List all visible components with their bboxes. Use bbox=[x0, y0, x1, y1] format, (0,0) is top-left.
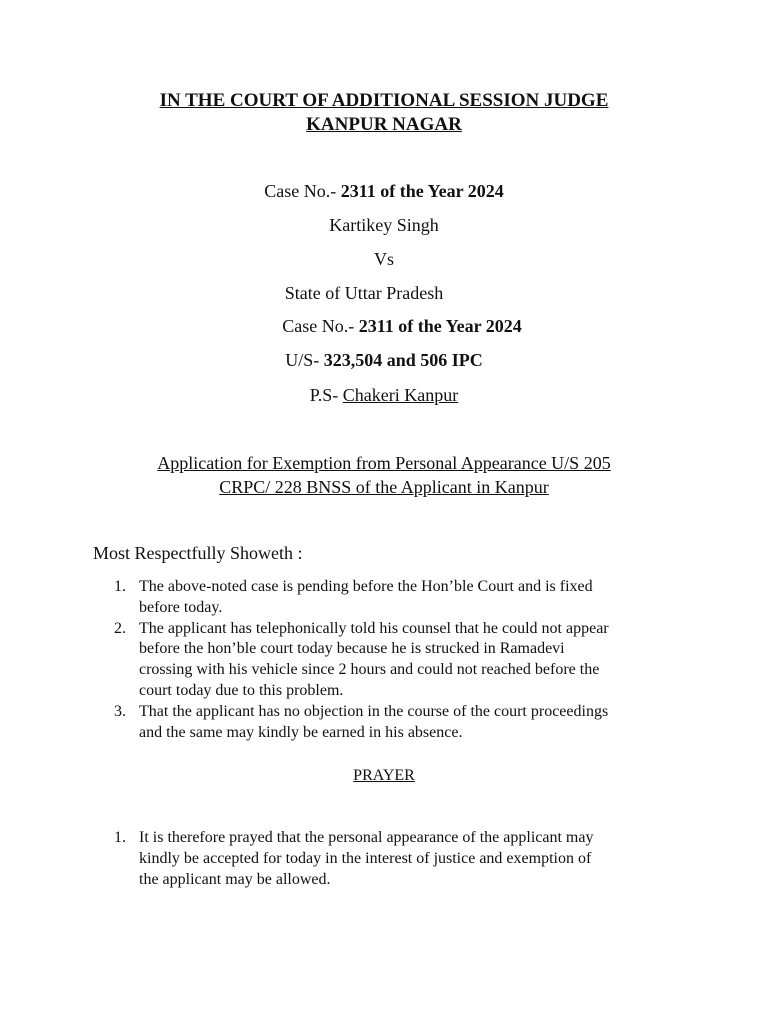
list-item-number: 3. bbox=[114, 702, 126, 720]
list-item-line: before today. bbox=[139, 598, 223, 616]
section-value: 323,504 and 506 IPC bbox=[323, 350, 483, 370]
case-number-prefix-2: Case No.- bbox=[282, 316, 359, 336]
list-item-line: The applicant has telephonically told his counsel that he could not appear bbox=[139, 619, 609, 637]
list-item-number: 2. bbox=[114, 619, 126, 637]
list-item-number: 1. bbox=[114, 829, 126, 846]
list-item bbox=[114, 702, 609, 744]
case-number-value: 2311 of the Year 2024 bbox=[340, 181, 504, 201]
versus-label: Vs bbox=[373, 249, 394, 269]
list-item-line: That the applicant has no objection in the course of the court proceedings bbox=[139, 702, 609, 720]
list-item-line: crossing with his vehicle since 2 hours and could not reached before the bbox=[139, 661, 600, 679]
section-prefix: U/S- bbox=[285, 350, 324, 370]
court-title-line-1: IN THE COURT OF ADDITIONAL SESSION JUDGE bbox=[159, 90, 609, 111]
case-number-line bbox=[0, 180, 768, 202]
list-item bbox=[114, 577, 609, 619]
case-number-prefix: Case No.- bbox=[264, 181, 341, 201]
application-subject-line-2: CRPC/ 228 BNSS of the Applicant in Kanpur bbox=[219, 477, 549, 497]
respondent-name: State of Uttar Pradesh bbox=[284, 283, 444, 303]
section-line bbox=[0, 349, 768, 371]
list-item-line: the applicant may be allowed. bbox=[139, 870, 331, 888]
case-number-line-2 bbox=[18, 315, 768, 337]
list-item bbox=[114, 619, 609, 702]
police-station-line bbox=[0, 384, 768, 406]
application-subject-line-1: Application for Exemption from Personal Appearance U/S 205 bbox=[157, 453, 611, 473]
petitioner-name: Kartikey Singh bbox=[329, 215, 439, 235]
showeth-heading: Most Respectfully Showeth : bbox=[93, 543, 303, 563]
prayer-list bbox=[114, 828, 594, 890]
list-item bbox=[114, 828, 594, 890]
list-item-line: and the same may kindly be earned in his absence. bbox=[139, 723, 463, 741]
case-number-value-2: 2311 of the Year 2024 bbox=[358, 316, 522, 336]
list-item-line: The above-noted case is pending before the Hon’ble Court and is fixed bbox=[139, 578, 593, 595]
prayer-heading: PRAYER bbox=[353, 767, 415, 784]
grounds-list bbox=[114, 577, 609, 743]
police-station-prefix: P.S- bbox=[309, 385, 343, 405]
list-item-line: kindly be accepted for today in the interest of justice and exemption of bbox=[139, 849, 592, 867]
list-item-number: 1. bbox=[114, 578, 126, 595]
list-item-line: court today due to this problem. bbox=[139, 681, 344, 699]
list-item-line: before the hon’ble court today because he is strucked in Ramadevi bbox=[139, 640, 565, 658]
list-item-line: It is therefore prayed that the personal appearance of the applicant may bbox=[139, 829, 594, 846]
court-title-line-2: KANPUR NAGAR bbox=[306, 114, 462, 135]
police-station-value: Chakeri Kanpur bbox=[342, 385, 459, 405]
